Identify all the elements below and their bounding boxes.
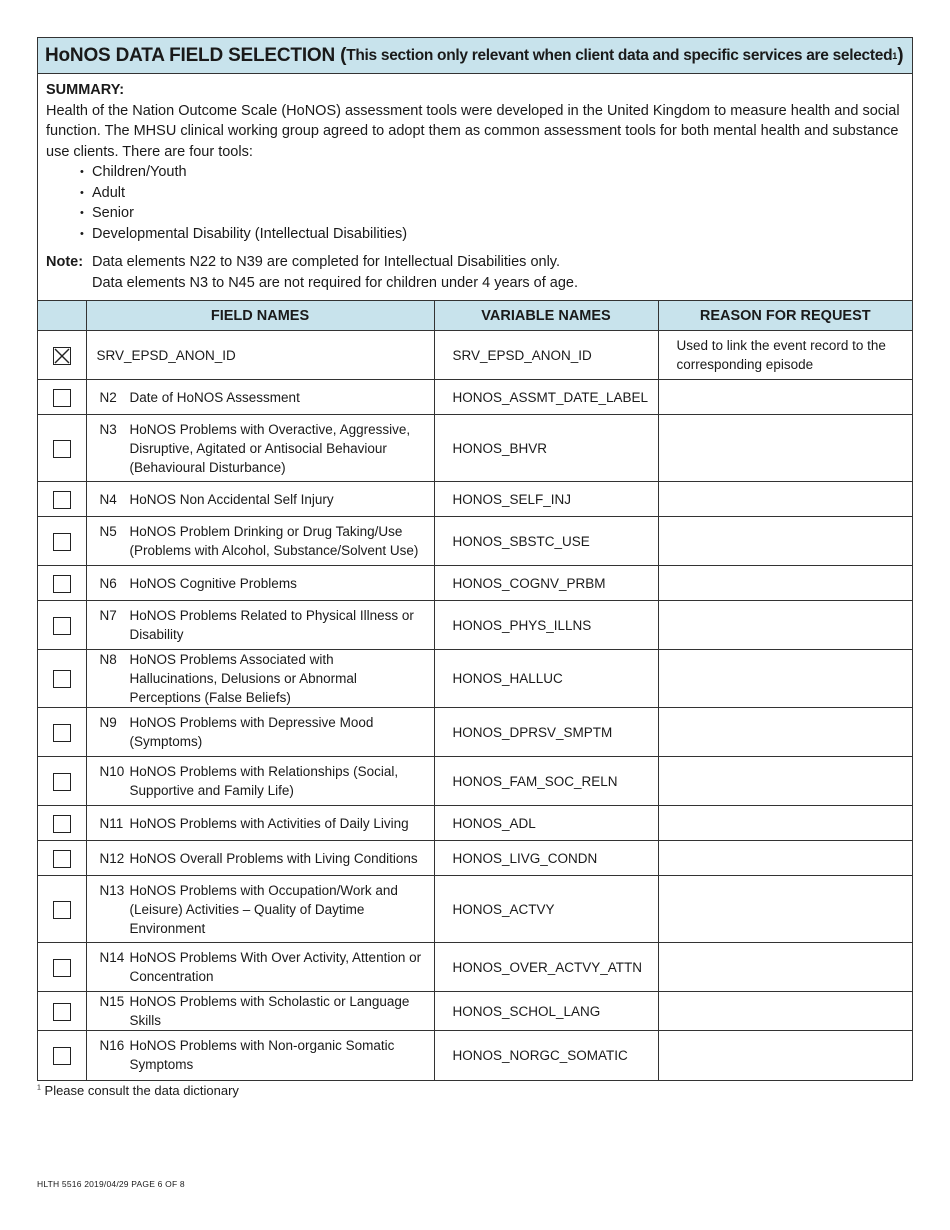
field-name: HoNOS Overall Problems with Living Conditions <box>129 850 418 866</box>
variable-name-cell: HONOS_SELF_INJ <box>434 482 658 517</box>
field-name-cell <box>86 517 434 566</box>
variable-name-cell: HONOS_SBSTC_USE <box>434 517 658 566</box>
table-row <box>38 415 912 482</box>
checkbox[interactable] <box>53 440 71 458</box>
select-cell <box>38 992 86 1031</box>
checkbox[interactable] <box>53 1047 71 1065</box>
list-item: • Children/Youth <box>92 162 904 183</box>
table-row <box>38 876 912 943</box>
footnote-ref: 1 <box>892 50 898 61</box>
note-line: Data elements N22 to N39 are completed for Intellectual Disabilities only. <box>92 254 560 270</box>
checkbox[interactable] <box>53 389 71 407</box>
field-name: HoNOS Problems with Activities of Daily Living <box>129 815 409 831</box>
reason-cell[interactable] <box>658 876 912 943</box>
field-number: N2 <box>99 389 117 405</box>
field-name-cell <box>86 806 434 841</box>
reason-cell[interactable] <box>658 601 912 650</box>
field-name: HoNOS Problems Associated with Hallucinations, Delusions or Abnormal Perceptions (False Beliefs) <box>129 652 357 705</box>
field-name: HoNOS Problems with Non-organic Somatic Symptoms <box>129 1038 395 1073</box>
checkbox[interactable] <box>53 617 71 635</box>
field-number: N13 <box>99 882 125 898</box>
field-name-cell <box>86 841 434 876</box>
field-number: N12 <box>99 850 125 866</box>
field-name-cell <box>86 482 434 517</box>
field-name: HoNOS Cognitive Problems <box>129 575 297 591</box>
table-row <box>38 380 912 415</box>
table-row <box>38 841 912 876</box>
field-name-cell <box>86 943 434 992</box>
table-header-row <box>38 301 912 331</box>
reason-cell[interactable] <box>658 415 912 482</box>
list-item: • Adult <box>92 183 904 204</box>
table-row <box>38 1031 912 1080</box>
variable-name-cell: HONOS_SCHOL_LANG <box>434 992 658 1031</box>
table-row <box>38 992 912 1031</box>
variable-name-cell: HONOS_FAM_SOC_RELN <box>434 757 658 806</box>
variable-name-cell: HONOS_DPRSV_SMPTM <box>434 708 658 757</box>
select-cell <box>38 380 86 415</box>
field-name-cell <box>86 708 434 757</box>
table-row <box>38 806 912 841</box>
field-name: HoNOS Problems with Scholastic or Language Skills <box>129 994 410 1028</box>
field-name-cell <box>86 415 434 482</box>
field-number: N9 <box>99 715 117 730</box>
checkbox[interactable] <box>53 959 71 977</box>
field-name-cell <box>86 876 434 943</box>
section-subtitle: This section only relevant when client data and specific services are selected <box>346 46 893 64</box>
footnote <box>37 1083 239 1098</box>
summary-title: SUMMARY: <box>46 82 125 98</box>
reason-cell[interactable] <box>658 943 912 992</box>
field-name-cell <box>86 1031 434 1080</box>
field-name: HoNOS Problems with Depressive Mood (Symptoms) <box>129 715 374 749</box>
footnote-marker: 1 <box>37 1084 41 1092</box>
field-name: HoNOS Problems with Occupation/Work and (Leisure) Activities – Quality of Daytime Environment <box>129 882 398 936</box>
field-name-cell <box>86 331 434 380</box>
field-name: Date of HoNOS Assessment <box>129 389 300 405</box>
field-name-cell <box>86 650 434 708</box>
checkbox[interactable] <box>53 491 71 509</box>
reason-cell[interactable] <box>658 1031 912 1080</box>
reason-cell[interactable] <box>658 380 912 415</box>
field-number: N16 <box>99 1038 125 1054</box>
select-cell <box>38 876 86 943</box>
field-number: N10 <box>99 764 125 779</box>
list-item: • Developmental Disability (Intellectual Disabilities) <box>92 224 904 245</box>
select-cell <box>38 415 86 482</box>
select-cell <box>38 650 86 708</box>
table-row <box>38 331 912 380</box>
reason-cell[interactable] <box>658 566 912 601</box>
select-cell <box>38 757 86 806</box>
select-cell <box>38 708 86 757</box>
variable-name-cell: HONOS_OVER_ACTVY_ATTN <box>434 943 658 992</box>
variable-name-cell: HONOS_NORGC_SOMATIC <box>434 1031 658 1080</box>
list-item: • Senior <box>92 203 904 224</box>
reason-cell[interactable] <box>658 482 912 517</box>
field-number: N15 <box>99 994 125 1009</box>
variable-name-cell: HONOS_PHYS_ILLNS <box>434 601 658 650</box>
field-number: N6 <box>99 575 117 591</box>
select-cell <box>38 1031 86 1080</box>
checkbox[interactable] <box>53 670 71 688</box>
field-number: N3 <box>99 421 117 437</box>
title-close: ) <box>897 44 904 66</box>
variable-name-cell: HONOS_HALLUC <box>434 650 658 708</box>
summary-paragraph: Health of the Nation Outcome Scale (HoNOS) assessment tools were developed in the United Kingdom to measure health and social function. The MHSU clinical working group agreed to adopt them as common assessment tools for both mental health and substance use clients. There are four tools: <box>46 102 900 160</box>
reason-cell[interactable] <box>658 757 912 806</box>
field-name: SRV_EPSD_ANON_ID <box>96 347 236 363</box>
variable-name-cell: HONOS_BHVR <box>434 415 658 482</box>
table-row <box>38 482 912 517</box>
field-name-cell <box>86 380 434 415</box>
field-name: HoNOS Problems with Overactive, Aggressive, Disruptive, Agitated or Antisocial Behaviour (Behavioural Disturbance) <box>129 421 411 475</box>
header-select <box>38 301 86 331</box>
field-name-cell <box>86 601 434 650</box>
field-name: HoNOS Problems With Over Activity, Attention or Concentration <box>129 950 422 984</box>
note-line: Data elements N3 to N45 are not required for children under 4 years of age. <box>92 274 579 291</box>
select-cell <box>38 566 86 601</box>
variable-name-cell: HONOS_COGNV_PRBM <box>434 566 658 601</box>
checkbox[interactable] <box>53 901 71 919</box>
checkbox[interactable] <box>53 533 71 551</box>
header-variable-names: VARIABLE NAMES <box>434 301 658 331</box>
honos-section <box>37 37 913 1081</box>
field-name: HoNOS Non Accidental Self Injury <box>129 491 334 507</box>
variable-name-cell: HONOS_ASSMT_DATE_LABEL <box>434 380 658 415</box>
tools-list <box>46 162 904 244</box>
reason-cell[interactable] <box>658 708 912 757</box>
field-number: N5 <box>99 524 117 539</box>
footnote-text: Please consult the data dictionary <box>40 1083 239 1098</box>
reason-cell[interactable] <box>658 992 912 1031</box>
select-cell <box>38 331 86 380</box>
reason-cell[interactable] <box>658 517 912 566</box>
field-name-cell <box>86 992 434 1031</box>
field-name: HoNOS Problems with Relationships (Social, Supportive and Family Life) <box>129 764 399 798</box>
note <box>46 252 904 300</box>
select-cell <box>38 517 86 566</box>
field-name: HoNOS Problems Related to Physical Illness or Disability <box>129 608 414 642</box>
field-name-cell <box>86 757 434 806</box>
select-cell <box>38 482 86 517</box>
field-number: N7 <box>99 608 117 623</box>
checkbox[interactable] <box>53 1003 71 1021</box>
checkbox[interactable] <box>53 773 71 791</box>
header-reason: REASON FOR REQUEST <box>658 301 912 331</box>
field-number: N4 <box>99 491 117 507</box>
reason-cell[interactable] <box>658 806 912 841</box>
table-row <box>38 708 912 757</box>
note-label: Note: <box>46 254 84 270</box>
summary-block <box>38 74 912 300</box>
select-cell <box>38 601 86 650</box>
variable-name-cell: SRV_EPSD_ANON_ID <box>434 331 658 380</box>
table-row <box>38 566 912 601</box>
field-table <box>38 300 912 1080</box>
header-field-names: FIELD NAMES <box>86 301 434 331</box>
field-name-cell <box>86 566 434 601</box>
field-number: N11 <box>99 815 124 831</box>
table-row <box>38 943 912 992</box>
field-number: N8 <box>99 652 117 667</box>
reason-cell[interactable] <box>658 650 912 708</box>
section-title: HoNOS DATA FIELD SELECTION ( <box>45 44 347 66</box>
variable-name-cell: HONOS_ACTVY <box>434 876 658 943</box>
table-row <box>38 650 912 708</box>
variable-name-cell: HONOS_LIVG_CONDN <box>434 841 658 876</box>
table-row <box>38 517 912 566</box>
table-row <box>38 601 912 650</box>
reason-cell[interactable]: Used to link the event record to the corresponding episode <box>658 331 912 380</box>
variable-name-cell: HONOS_ADL <box>434 806 658 841</box>
table-row <box>38 757 912 806</box>
reason-cell[interactable] <box>658 841 912 876</box>
checkbox[interactable] <box>53 724 71 742</box>
select-cell <box>38 841 86 876</box>
select-cell <box>38 943 86 992</box>
checkbox-checked[interactable] <box>53 347 71 365</box>
form-id: HLTH 5516 2019/04/29 PAGE 6 OF 8 <box>37 1179 185 1189</box>
field-number: N14 <box>99 950 125 965</box>
checkbox[interactable] <box>53 815 71 833</box>
checkbox[interactable] <box>53 850 71 868</box>
section-header <box>38 38 912 74</box>
select-cell <box>38 806 86 841</box>
field-name: HoNOS Problem Drinking or Drug Taking/Use (Problems with Alcohol, Substance/Solvent Use) <box>129 524 419 558</box>
checkbox[interactable] <box>53 575 71 593</box>
